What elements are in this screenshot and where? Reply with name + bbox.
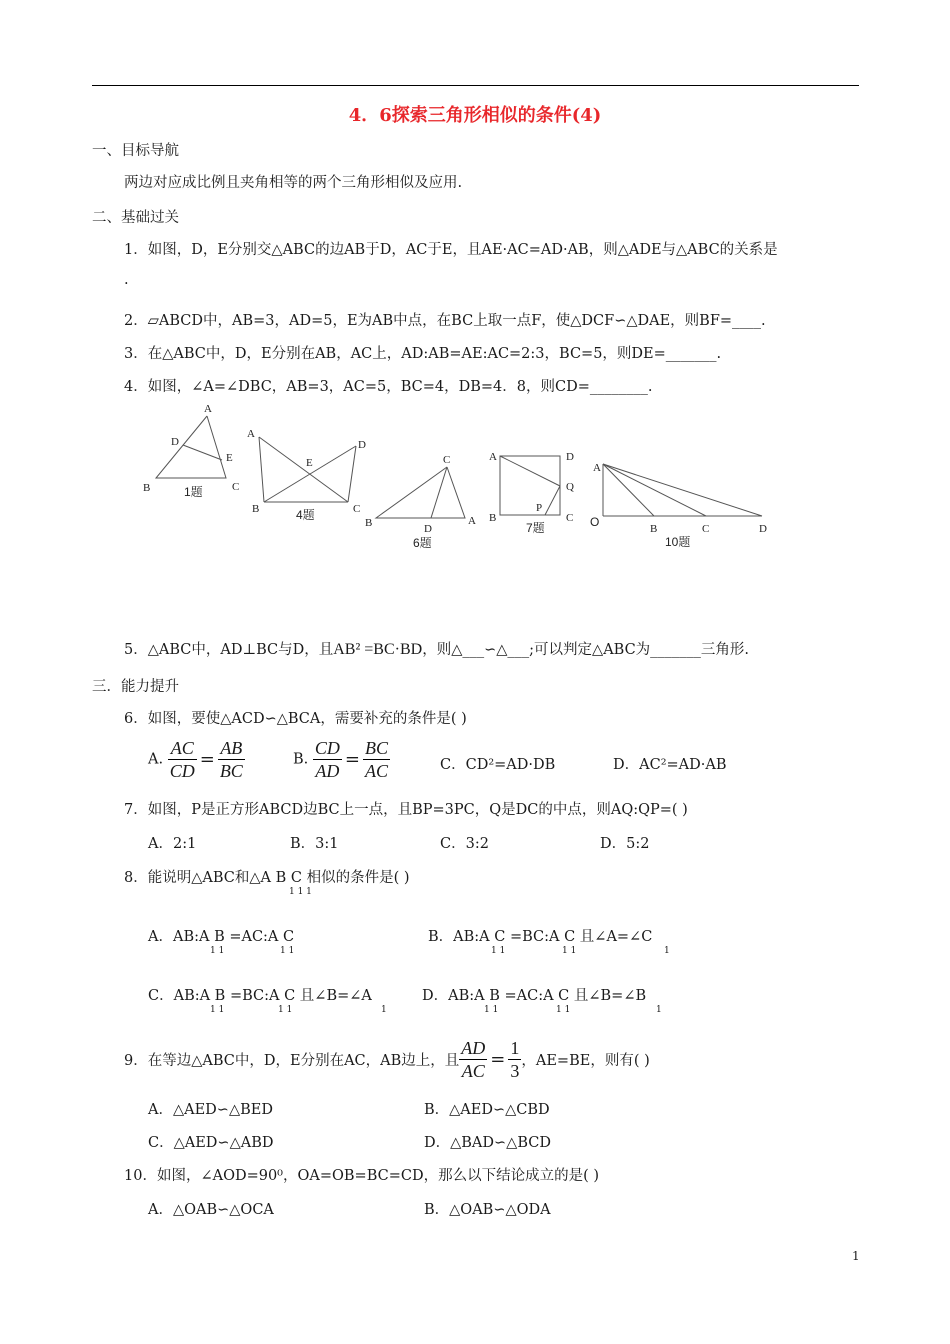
question-6-option-a: A. $\frac{AC}{CD}$ = $\frac{AB}{BC}$ [148, 738, 243, 781]
subscript: 1 1 [491, 946, 506, 956]
question-7-option-a: A．2:1 [148, 836, 197, 852]
goals-text: 两边对应成比例且夹角相等的两个三角形相似及应用. [124, 175, 463, 191]
question-5-rest: ，则△___∽△___;可以判定△ABC为_______三角形. [422, 642, 750, 658]
f6-C: C [443, 454, 451, 466]
f7-caption: 7题 [526, 521, 545, 535]
f1-caption: 1题 [184, 485, 203, 499]
subscript: 1 1 [556, 1005, 571, 1015]
f6-B: B [365, 517, 373, 529]
question-7-option-d: D．5:2 [600, 836, 650, 852]
figure-q6 [376, 467, 465, 518]
f4-E: E [306, 457, 313, 469]
fraction: $\frac{1}{3}$ [510, 1038, 520, 1081]
option-label: B. [293, 751, 309, 768]
question-9-option-b: B．△AED∽△CBD [424, 1102, 550, 1118]
question-5-formula: AB² =BC·BD [333, 641, 423, 658]
figures [0, 395, 950, 555]
question-9-option-a: A．△AED∽△BED [148, 1102, 273, 1118]
f7-P: P [536, 502, 543, 514]
question-4: 4．如图，∠A=∠DBC，AB=3，AC=5，BC=4，DB=4．8，则CD=________. [124, 379, 653, 395]
question-8-subscripts: 1 1 1 [289, 887, 312, 897]
fraction: $\frac{AD}{AC}$ [461, 1038, 486, 1081]
f1-D: D [171, 436, 179, 448]
question-1-tail: . [124, 272, 129, 288]
fraction: $\frac{AC}{CD}$ [169, 738, 195, 781]
f4-A: A [247, 428, 255, 440]
section-heading-advanced: 三．能力提升 [92, 679, 179, 695]
section-heading-basics: 二、基础过关 [92, 210, 179, 226]
section-heading-goals: 一、目标导航 [92, 143, 179, 159]
question-9-lead: 9．在等边△ABC中，D，E分别在AC，AB边上，且 [124, 1053, 460, 1069]
question-5 [124, 638, 749, 659]
question-8-option-b: B．AB:A C =BC:A C 且∠A=∠C [428, 929, 653, 945]
f7-Q: Q [566, 481, 574, 493]
question-2: 2．▱ABCD中，AB=3，AD=5，E为AB中点，在BC上取一点F，使△DCF∽△DAE，则BF=____. [124, 313, 766, 329]
subscript: 1 [381, 1005, 387, 1015]
question-8-option-d: D．AB:A B =AC:A C 且∠B=∠B [422, 988, 647, 1004]
subscript: 1 1 [484, 1005, 499, 1015]
question-3: 3．在△ABC中，D，E分别在AB，AC上，AD:AB=AE:AC=2:3，BC=5，则DE=_______. [124, 346, 722, 362]
subscript: 1 1 [210, 946, 225, 956]
question-9-option-c: C．△AED∽△ABD [148, 1135, 274, 1151]
question-5-lead: 5．△ABC中，AD⊥BC与D，且 [124, 642, 334, 658]
f10-B: B [650, 523, 658, 535]
f6-A: A [468, 515, 476, 527]
question-10-option-a: A．△OAB∽△OCA [148, 1202, 274, 1218]
question-7-option-b: B．3:1 [290, 836, 339, 852]
option-label: A. [148, 751, 164, 768]
f7-D: D [566, 451, 574, 463]
f4-D: D [358, 439, 366, 451]
question-8: 8．能说明△ABC和△A B C 相似的条件是( ) [124, 870, 410, 886]
question-8-option-c: C．AB:A B =BC:A C 且∠B=∠A [148, 988, 372, 1004]
f4-C: C [353, 503, 361, 515]
subscript: 1 1 [210, 1005, 225, 1015]
f7-A: A [489, 451, 497, 463]
subscript: 1 1 [278, 1005, 293, 1015]
question-6: 6．如图，要使△ACD∽△BCA，需要补充的条件是( ) [124, 711, 467, 727]
question-1: 1．如图，D，E分别交△ABC的边AB于D，AC于E，且AE·AC=AD·AB，则△ADE与△ABC的关系是 [124, 242, 778, 258]
header-rule [92, 85, 859, 86]
f10-caption: 10题 [665, 535, 691, 549]
f1-A: A [204, 403, 212, 415]
f10-D: D [759, 523, 767, 535]
subscript: 1 1 [280, 946, 295, 956]
question-7-option-c: C．3:2 [440, 836, 489, 852]
figure-q7 [500, 456, 560, 515]
figure-q10 [603, 464, 762, 516]
f6-D: D [424, 523, 432, 535]
f1-B: B [143, 482, 151, 494]
f7-C: C [566, 512, 574, 524]
subscript: 1 [656, 1005, 662, 1015]
question-10-option-b: B．△OAB∽△ODA [424, 1202, 551, 1218]
page-number: 1 [852, 1249, 860, 1263]
question-9-rest: ，AE=BE，则有( ) [521, 1053, 650, 1069]
f4-caption: 4题 [296, 508, 315, 522]
page-title: 4．6探索三角形相似的条件(4) [348, 105, 602, 126]
question-6-option-d: D．AC²=AD·AB [613, 757, 727, 773]
subscript: 1 [664, 946, 670, 956]
figure-q4 [259, 437, 356, 502]
fraction: $\frac{AB}{BC}$ [219, 738, 243, 781]
f10-C: C [702, 523, 710, 535]
fraction: $\frac{BC}{AC}$ [364, 738, 388, 781]
question-9-option-d: D．△BAD∽△BCD [424, 1135, 551, 1151]
question-6-option-c: C．CD²=AD·DB [440, 757, 556, 773]
question-10: 10．如图，∠AOD=90⁰，OA=OB=BC=CD，那么以下结论成立的是( ) [124, 1168, 600, 1184]
f4-B: B [252, 503, 260, 515]
figure-q1 [156, 416, 226, 478]
question-6-option-b: B. $\frac{CD}{AD}$ = $\frac{BC}{AC}$ [293, 738, 388, 781]
subscript: 1 1 [562, 946, 577, 956]
f6-caption: 6题 [413, 536, 432, 550]
question-9: 9．在等边△ABC中，D，E分别在AC，AB边上，且 $\frac{AD}{AC}$ = $\frac{1}{3}$ ，AE=BE，则有( ) [124, 1038, 650, 1081]
f7-B: B [489, 512, 497, 524]
fraction: $\frac{CD}{AD}$ [314, 738, 340, 781]
question-8-option-a: A．AB:A B =AC:A C [148, 929, 295, 945]
f1-C: C [232, 481, 240, 493]
f1-E: E [226, 452, 233, 464]
f10-A: A [593, 462, 601, 474]
question-7: 7．如图，P是正方形ABCD边BC上一点，且BP=3PC，Q是DC的中点，则AQ:QP=( ) [124, 802, 688, 818]
f10-O: O [590, 515, 600, 529]
